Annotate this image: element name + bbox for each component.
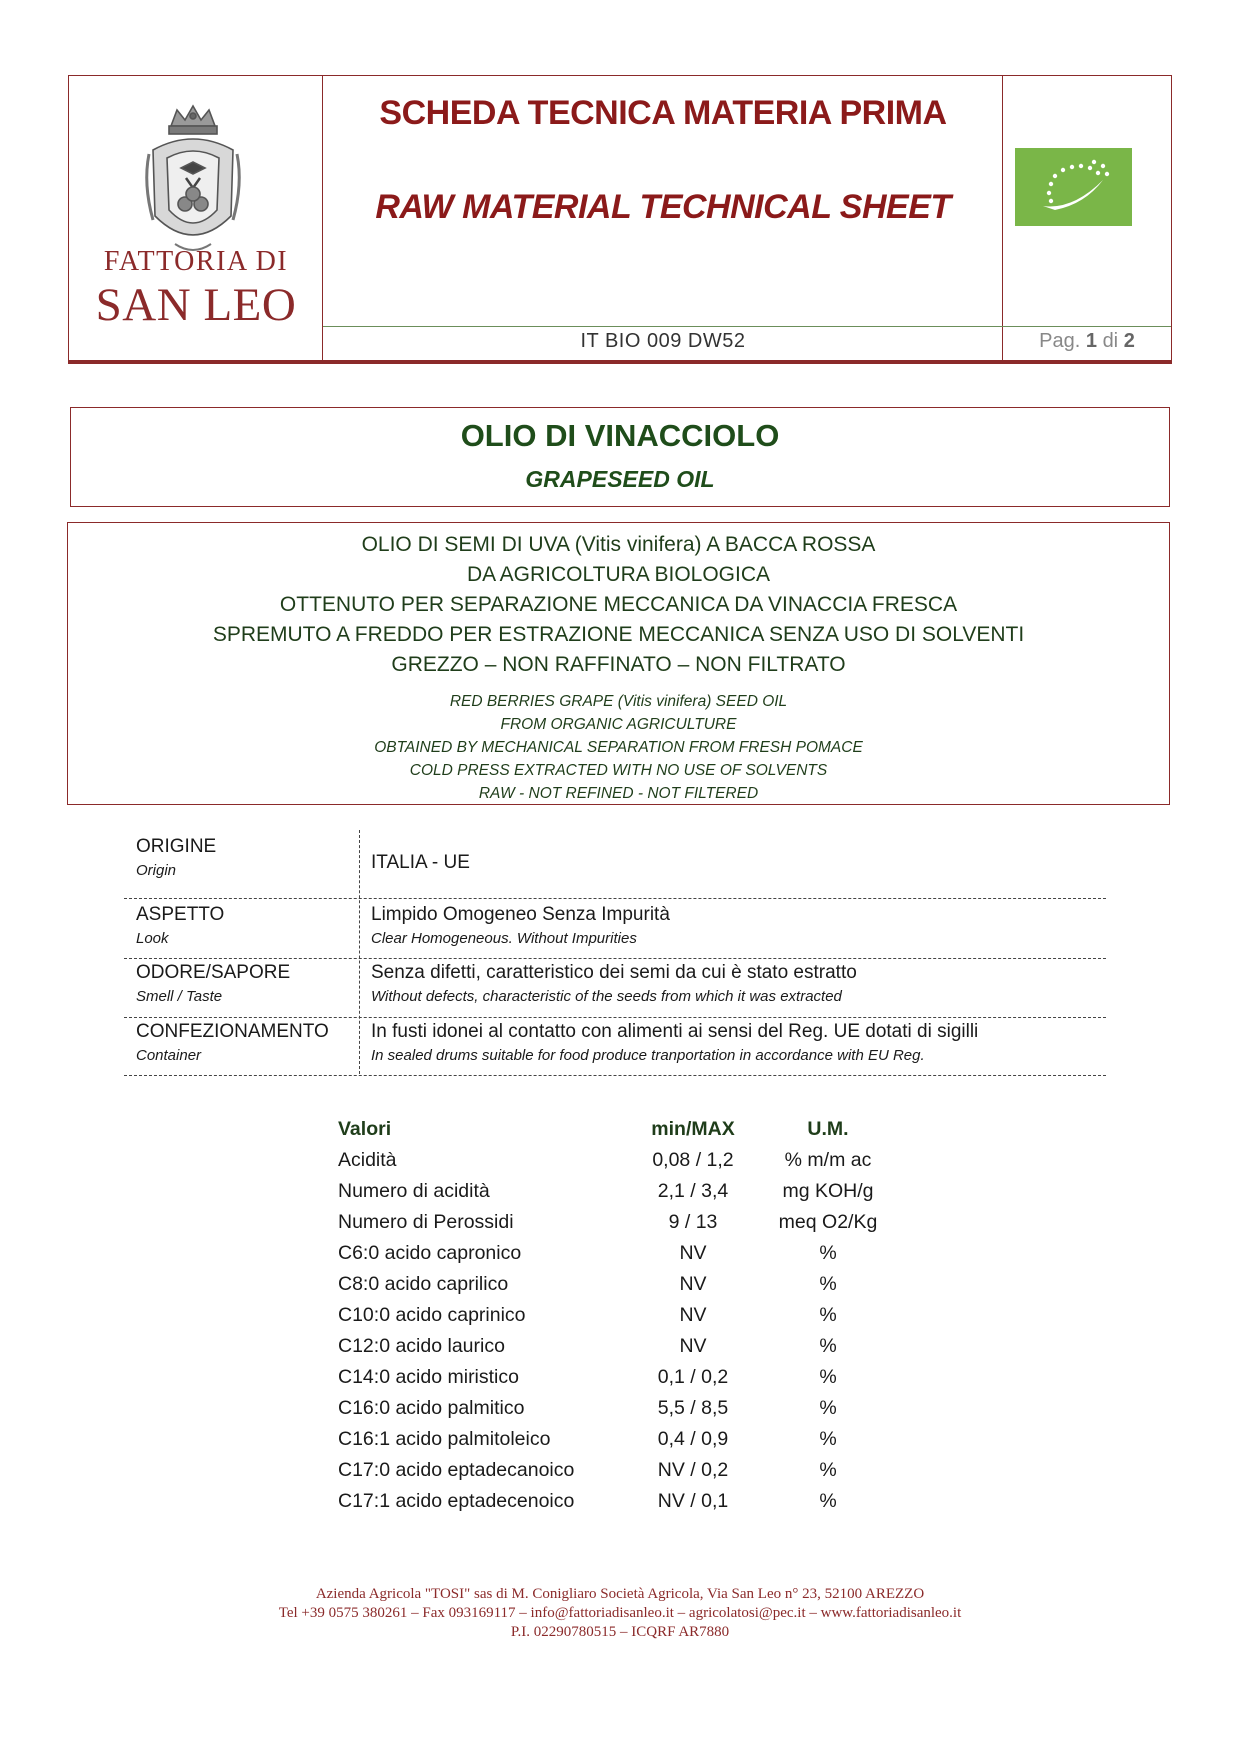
property-row	[124, 900, 1106, 958]
parameter-name: C14:0 acido miristico	[338, 1366, 519, 1388]
parameter-name: C16:0 acido palmitico	[338, 1397, 525, 1419]
property-subvalue: Without defects, characteristic of the seeds from which it was extracted	[371, 988, 842, 1005]
parameter-name: Acidità	[338, 1149, 397, 1171]
logo-text-san-leo: SAN LEO	[95, 279, 297, 331]
row-separator	[124, 1075, 1106, 1076]
parameter-name: C6:0 acido capronico	[338, 1242, 522, 1264]
description-en-line: RAW - NOT REFINED - NOT FILTERED	[478, 785, 759, 802]
title-italian: SCHEDA TECNICA MATERIA PRIMA	[379, 94, 947, 132]
parameter-range: 0,08 / 1,2	[652, 1149, 734, 1171]
page-separator: di	[1102, 330, 1119, 352]
property-value: ITALIA - UE	[371, 852, 470, 873]
parameter-range: NV / 0,2	[657, 1459, 729, 1481]
value-row	[338, 1211, 898, 1242]
page-current: 1	[1085, 330, 1097, 352]
parameter-name: Numero di acidità	[338, 1180, 490, 1202]
description-it-line: GREZZO – NON RAFFINATO – NON FILTRATO	[391, 653, 846, 676]
parameter-range: NV	[679, 1242, 707, 1264]
property-row	[124, 1019, 1106, 1075]
description-it-line: OLIO DI SEMI DI UVA (Vitis vinifera) A BACCA ROSSA	[361, 533, 876, 556]
parameter-unit: %	[819, 1397, 837, 1419]
footer-line: Tel +39 0575 380261 – Fax 093169117 – info@fattoriadisanleo.it – agricolatosi@pec.it – www.fattoriadisanleo.it	[278, 1605, 962, 1621]
header-values: Valori	[338, 1118, 392, 1140]
value-row	[338, 1335, 898, 1366]
parameter-name: C8:0 acido caprilico	[338, 1273, 509, 1295]
property-subvalue: In sealed drums suitable for food produce tranportation in accordance with EU Reg.	[371, 1047, 925, 1064]
value-row	[338, 1273, 898, 1304]
description-en-line: FROM ORGANIC AGRICULTURE	[500, 716, 737, 733]
parameter-name: C10:0 acido caprinico	[338, 1304, 526, 1326]
parameter-unit: %	[819, 1459, 837, 1481]
property-value: Limpido Omogeneo Senza Impurità	[371, 904, 670, 925]
value-row	[338, 1397, 898, 1428]
parameter-range: NV	[679, 1304, 707, 1326]
property-value: Senza difetti, caratteristico dei semi da cui è stato estratto	[371, 962, 857, 983]
product-name-english: GRAPESEED OIL	[525, 466, 715, 492]
description-it-line: DA AGRICOLTURA BIOLOGICA	[466, 563, 771, 586]
parameter-unit: %	[819, 1490, 837, 1512]
values-header-row	[338, 1118, 898, 1149]
parameter-range: 2,1 / 3,4	[657, 1180, 729, 1202]
parameter-range: 9 / 13	[668, 1211, 718, 1233]
property-label: ORIGINE	[136, 836, 217, 857]
property-sublabel: Origin	[136, 862, 177, 879]
description-en-line: COLD PRESS EXTRACTED WITH NO USE OF SOLVENTS	[409, 762, 828, 779]
parameter-name: C16:1 acido palmitoleico	[338, 1428, 551, 1450]
parameter-range: NV	[679, 1273, 707, 1295]
header-divider-right	[1002, 76, 1003, 363]
parameter-name: C17:0 acido eptadecanoico	[338, 1459, 575, 1481]
description-it-line: OTTENUTO PER SEPARAZIONE MECCANICA DA VINACCIA FRESCA	[279, 593, 958, 616]
product-description-box	[67, 522, 1170, 805]
page-prefix: Pag.	[1039, 330, 1081, 352]
header-unit: U.M.	[807, 1118, 849, 1140]
parameter-range: 5,5 / 8,5	[657, 1397, 729, 1419]
row-separator	[124, 1017, 1106, 1018]
property-row	[124, 960, 1106, 1018]
parameter-range: 0,4 / 0,9	[657, 1428, 729, 1450]
row-separator	[124, 958, 1106, 959]
parameter-range: NV / 0,1	[657, 1490, 729, 1512]
document-header	[68, 75, 1172, 364]
product-title-box	[70, 407, 1170, 507]
parameter-range: NV	[679, 1335, 707, 1357]
property-subvalue: Clear Homogeneous. Without Impurities	[371, 930, 637, 947]
parameter-unit: mg KOH/g	[782, 1180, 874, 1202]
value-row	[338, 1180, 898, 1211]
eu-organic-leaf-icon	[1015, 148, 1132, 226]
product-name: OLIO DI VINACCIOLO	[460, 418, 780, 453]
value-row	[338, 1459, 898, 1490]
header-bottom-rule	[68, 360, 1172, 363]
header-minmax: min/MAX	[651, 1118, 735, 1140]
value-row	[338, 1304, 898, 1335]
parameter-unit: %	[819, 1428, 837, 1450]
description-en-line: RED BERRIES GRAPE (Vitis vinifera) SEED OIL	[449, 693, 788, 710]
crest-icon	[141, 104, 245, 264]
description-it-line: SPREMUTO A FREDDO PER ESTRAZIONE MECCANICA SENZA USO DI SOLVENTI	[212, 623, 1025, 646]
property-value: In fusti idonei al contatto con alimenti ai sensi del Reg. UE dotati di sigilli	[371, 1021, 979, 1042]
property-sublabel: Smell / Taste	[136, 988, 223, 1005]
property-sublabel: Look	[136, 930, 169, 947]
parameter-unit: % m/m ac	[784, 1149, 872, 1171]
parameter-name: Numero di Perossidi	[338, 1211, 514, 1233]
value-row	[338, 1149, 898, 1180]
parameter-unit: meq O2/Kg	[778, 1211, 878, 1233]
value-row	[338, 1366, 898, 1397]
footer-line: P.I. 02290780515 – ICQRF AR7880	[510, 1624, 730, 1640]
company-logo	[69, 76, 323, 363]
parameter-unit: %	[819, 1304, 837, 1326]
page-total: 2	[1123, 330, 1135, 352]
page-indicator	[1005, 330, 1169, 353]
parameter-unit: %	[819, 1273, 837, 1295]
parameter-name: C12:0 acido laurico	[338, 1335, 505, 1357]
property-label: ASPETTO	[136, 904, 225, 925]
parameter-name: C17:1 acido eptadecenoico	[338, 1490, 575, 1512]
parameter-range: 0,1 / 0,2	[657, 1366, 729, 1388]
header-inner-rule	[323, 326, 1171, 327]
row-separator	[124, 898, 1106, 899]
parameter-unit: %	[819, 1366, 837, 1388]
value-row	[338, 1242, 898, 1273]
property-row	[124, 830, 1106, 898]
logo-text-fattoria: FATTORIA DI	[103, 246, 289, 277]
parameter-unit: %	[819, 1242, 837, 1264]
value-row	[338, 1428, 898, 1459]
property-label: ODORE/SAPORE	[136, 962, 291, 983]
title-english: RAW MATERIAL TECHNICAL SHEET	[375, 188, 951, 226]
parameter-unit: %	[819, 1335, 837, 1357]
document-code: IT BIO 009 DW52	[580, 330, 746, 352]
property-label: CONFEZIONAMENTO	[136, 1021, 329, 1042]
description-en-line: OBTAINED BY MECHANICAL SEPARATION FROM FRESH POMACE	[374, 739, 863, 756]
property-sublabel: Container	[136, 1047, 202, 1064]
value-row	[338, 1490, 898, 1521]
footer-line: Azienda Agricola "TOSI" sas di M. Conigliaro Società Agricola, Via San Leo n° 23, 52100 AREZZO	[315, 1586, 925, 1602]
